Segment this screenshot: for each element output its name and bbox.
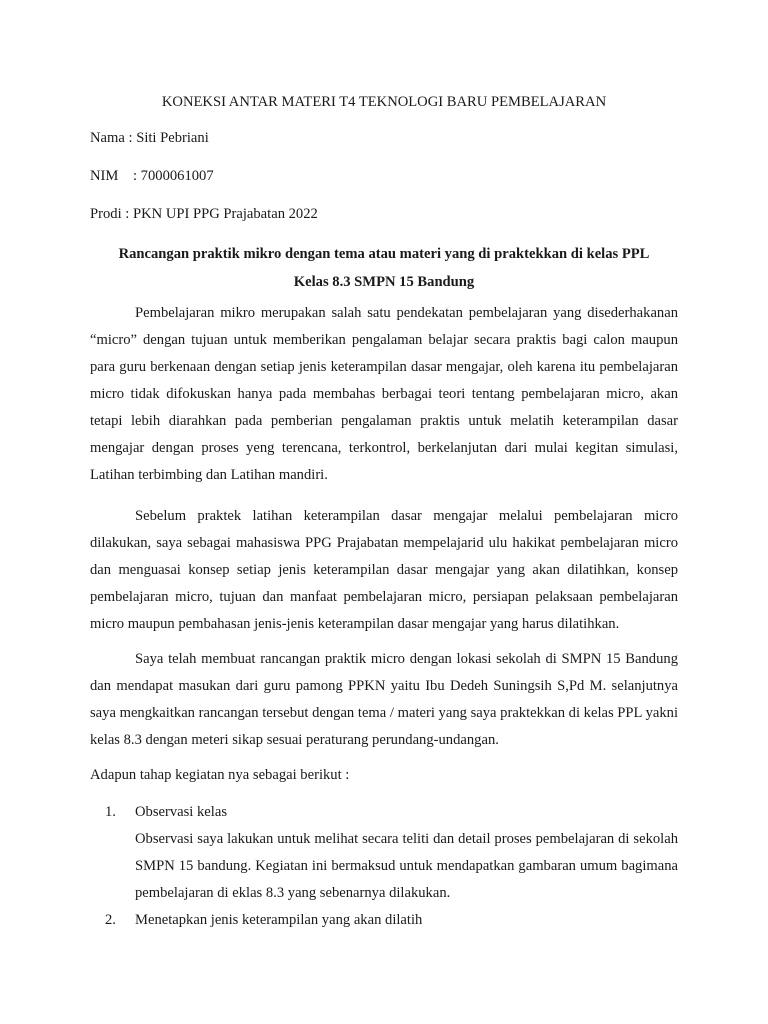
list-item-title: Menetapkan jenis keterampilan yang akan dilatih <box>135 912 423 928</box>
name-field: Nama : Siti Pebriani <box>90 130 209 146</box>
list-item <box>90 907 678 934</box>
paragraph-preparation: Sebelum praktek latihan keterampilan dasar mengajar melalui pembelajaran micro dilakukan, saya sebagai mahasiswa PPG Prajabatan mempelajarid ulu hakikat pembelajaran micro dan menguasai konsep setiap jenis keterampilan dasar mengajar yang akan dilatihkan, konsep pembelajaran micro, tujuan dan manfaat pembelajaran micro, persiapan pelaksaan pembelajaran micro maupun pembahasan jenis-jenis keterampilan dasar mengajar yang harus dilatihkan. <box>90 508 678 632</box>
list-item-number: 1. <box>105 804 116 820</box>
nim-field: NIM : 7000061007 <box>90 168 214 184</box>
document-title: KONEKSI ANTAR MATERI T4 TEKNOLOGI BARU PEMBELAJARAN <box>161 94 607 110</box>
prodi-field: Prodi : PKN UPI PPG Prajabatan 2022 <box>90 206 318 222</box>
section-heading <box>90 240 678 296</box>
section-heading-line-1: Rancangan praktik mikro dengan tema atau materi yang di praktekkan di kelas PPL <box>118 246 650 262</box>
list-item-number: 2. <box>105 912 116 928</box>
list-item-title: Observasi kelas <box>135 804 227 820</box>
paragraph-micro-teaching: Pembelajaran mikro merupakan salah satu pendekatan pembelajaran yang disederhakanan “micro” dengan tujuan untuk memberikan pengalaman belajar secara praktis bagi calon maupun para guru berkenaan dengan setiap jenis keterampilan dasar mengajar, oleh karena itu pembelajaran micro tidak difokuskan hanya pada membahas berbagai teori tentang pembelajaran micro, akan tetapi lebih diarahkan pada pemberian pengalaman praktis untuk melatih keterampilan dasar mengajar dengan proses yeng terencana, terkontrol, berkelanjutan dari mulai kegitan simulasi, Latihan terbimbing dan Latihan mandiri. <box>90 305 678 483</box>
list-item-description: Observasi saya lakukan untuk melihat secara teliti dan detail proses pembelajaran di sekolah SMPN 15 bandung. Kegiatan ini bermaksud untuk mendapatkan gambaran umum bagimana pembelajaran di eklas 8.3 yang sebenarnya dilakukan. <box>135 831 678 901</box>
list-item <box>90 799 678 907</box>
stages-intro: Adapun tahap kegiatan nya sebagai berikut : <box>90 767 350 783</box>
section-heading-line-2: Kelas 8.3 SMPN 15 Bandung <box>293 274 475 290</box>
paragraph-design: Saya telah membuat rancangan praktik micro dengan lokasi sekolah di SMPN 15 Bandung dan mendapat masukan dari guru pamong PPKN yaitu Ibu Dedeh Suningsih S,Pd M. selanjutnya saya mengkaitkan rancangan tersebut dengan tema / materi yang saya praktekkan di kelas PPL yakni kelas 8.3 dengan meteri sikap sesuai peraturang perundang-undangan. <box>90 651 678 748</box>
stages-list <box>90 799 678 934</box>
